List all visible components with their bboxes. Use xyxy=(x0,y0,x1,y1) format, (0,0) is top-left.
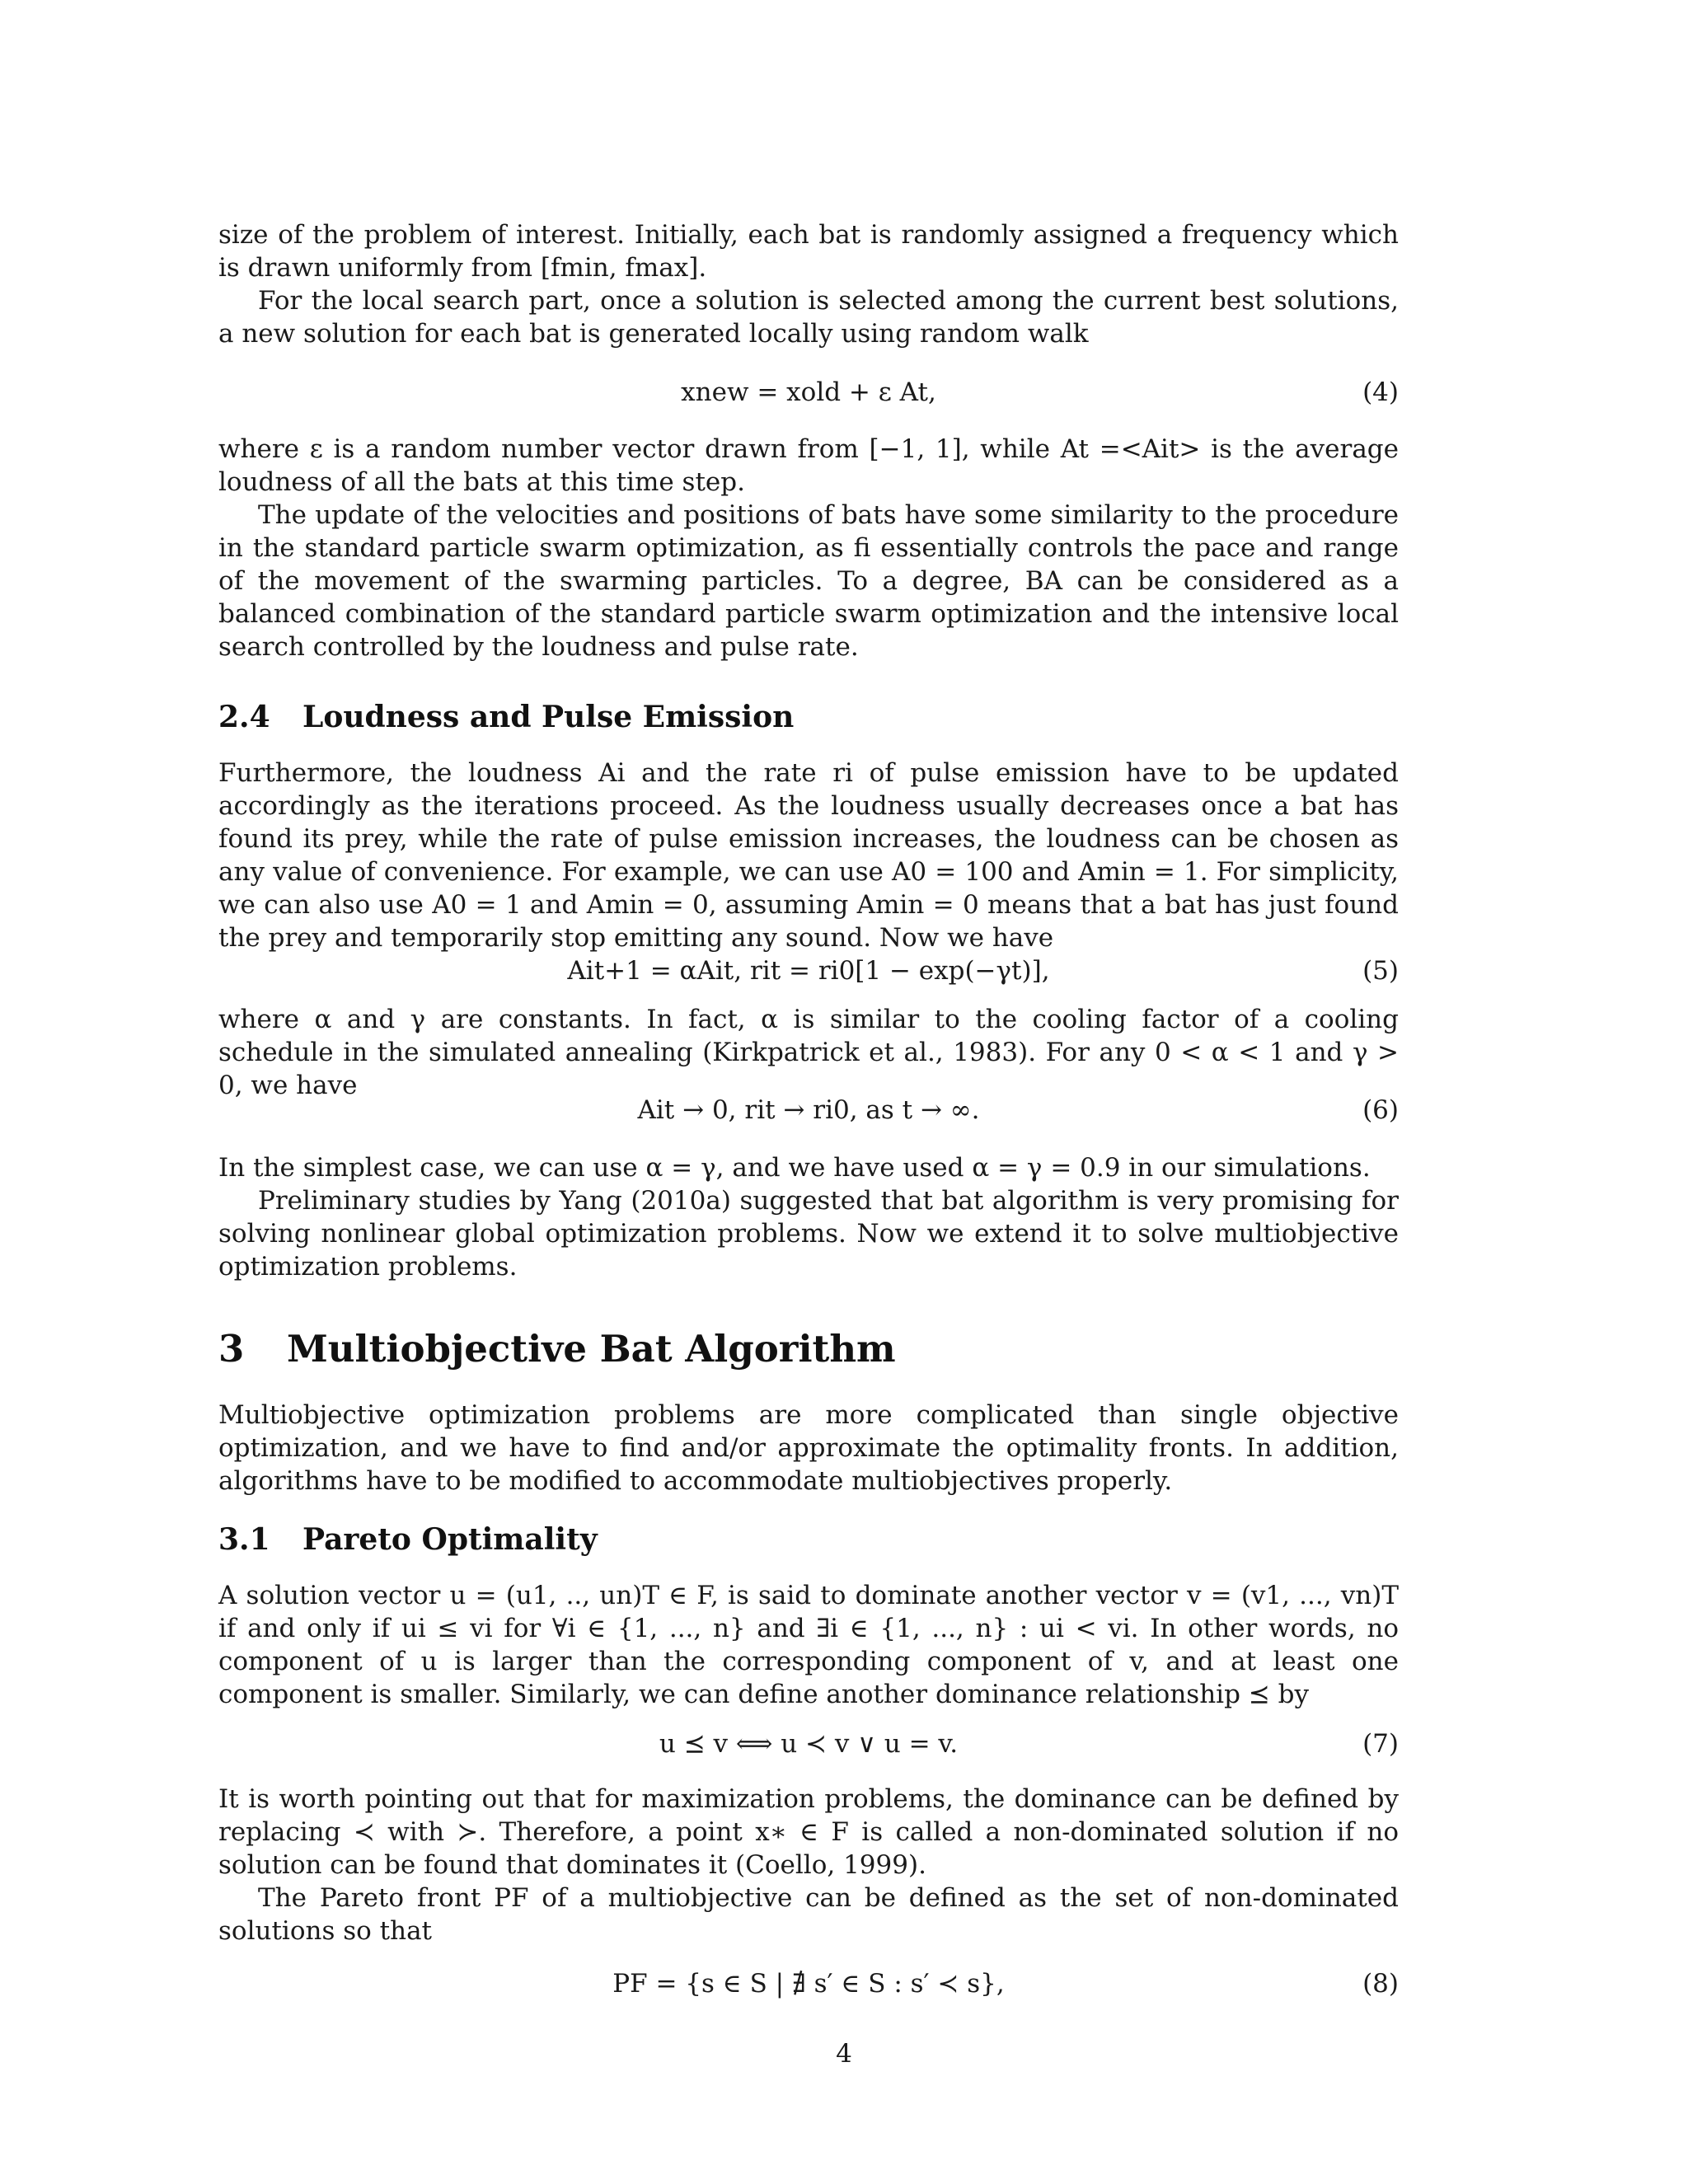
equation-number: (5) xyxy=(1362,956,1399,986)
equation-number: (4) xyxy=(1362,377,1399,407)
paragraph: The update of the velocities and positions of bats have some similarity to the procedure in the standard particle swarm optimization, as fi essentially controls the pace and range of the movement of the swarming particles. To a degree, BA can be considered as a balanced combination of the standard particle swarm optimization and the intensive local search controlled by the loudness and pulse rate. xyxy=(218,500,1399,662)
page-number: 4 xyxy=(836,2039,852,2069)
paragraph: Furthermore, the loudness Ai and the rate ri of pulse emission have to be updated accordingly as the iterations proceed. As the loudness usually decreases once a bat has found its prey, while the rate of pulse emission increases, the loudness can be chosen as any value of convenience. For example, we can use A0 = 100 and Amin = 1. For simplicity, we can also use A0 = 1 and Amin = 0, assuming Amin = 0 means that a bat has just found the prey and temporarily stop emitting any sound. Now we have xyxy=(218,758,1399,953)
equation-4 xyxy=(218,374,1399,410)
equation-7 xyxy=(218,1726,1399,1762)
paragraph: In the simplest case, we can use α = γ, and we have used α = γ = 0.9 in our simulations. xyxy=(218,1153,1371,1183)
equation-body: Ait+1 = αAit, rit = ri0[1 − exp(−γt)], xyxy=(567,956,1050,986)
paragraph: A solution vector u = (u1, .., un)T ∈ F, is said to dominate another vector v = (v1, ..., vn)T if and only if ui ≤ vi for ∀i ∈ {1, ..., n} and ∃i ∈ {1, ..., n} : ui < vi. In other words, no component of u is larger than the corresponding component of v, and at least one component is smaller. Similarly, we can define another dominance relationship ⪯ by xyxy=(218,1581,1399,1709)
paragraph: Multiobjective optimization problems are more complicated than single objective optimization, and we have to find and/or approximate the optimality fronts. In addition, algorithms have to be modified to accommodate multiobjectives properly. xyxy=(218,1400,1399,1496)
section-number: 2.4 xyxy=(218,700,270,734)
equation-number: (8) xyxy=(1362,1969,1399,1999)
equation-6 xyxy=(218,1092,1399,1128)
section-title: Loudness and Pulse Emission xyxy=(302,700,795,734)
section-heading xyxy=(218,1327,896,1371)
section-title: Pareto Optimality xyxy=(302,1522,598,1557)
equation-number: (7) xyxy=(1362,1729,1399,1759)
equation-body: PF = {s ∈ S | ∄ s′ ∈ S : s′ ≺ s}, xyxy=(612,1969,1005,1999)
paragraph: size of the problem of interest. Initially, each bat is randomly assigned a frequency which is drawn uniformly from [fmin, fmax]. xyxy=(218,220,1399,283)
paragraph: The Pareto front PF of a multiobjective can be defined as the set of non-dominated solutions so that xyxy=(218,1883,1399,1946)
paragraph: For the local search part, once a solution is selected among the current best solutions, a new solution for each bat is generated locally using random walk xyxy=(218,286,1399,349)
section-number: 3 xyxy=(218,1327,245,1371)
equation-body: u ⪯ v ⟺ u ≺ v ∨ u = v. xyxy=(659,1729,959,1759)
paragraph: where ε is a random number vector drawn from [−1, 1], while At =<Ait> is the average loudness of all the bats at this time step. xyxy=(218,434,1399,497)
equation-5 xyxy=(218,953,1399,989)
equation-body: xnew = xold + ε At, xyxy=(681,377,936,407)
paragraph: where α and γ are constants. In fact, α is similar to the cooling factor of a cooling schedule in the simulated annealing (Kirkpatrick et al., 1983). For any 0 < α < 1 and γ > 0, we have xyxy=(218,1005,1399,1100)
section-number: 3.1 xyxy=(218,1522,270,1557)
equation-body: Ait → 0, rit → ri0, as t → ∞. xyxy=(637,1095,980,1125)
paragraph: It is worth pointing out that for maximization problems, the dominance can be defined by replacing ≺ with ≻. Therefore, a point x∗ ∈ F is called a non-dominated solution if no solution can be found that dominates it (Coello, 1999). xyxy=(218,1784,1399,1880)
paragraph: Preliminary studies by Yang (2010a) suggested that bat algorithm is very promising for solving nonlinear global optimization problems. Now we extend it to solve multiobjective optimization problems. xyxy=(218,1186,1399,1282)
equation-8 xyxy=(218,1966,1399,2002)
section-title: Multiobjective Bat Algorithm xyxy=(287,1327,896,1371)
section-heading xyxy=(218,699,794,735)
section-heading xyxy=(218,1521,598,1558)
equation-number: (6) xyxy=(1362,1095,1399,1125)
